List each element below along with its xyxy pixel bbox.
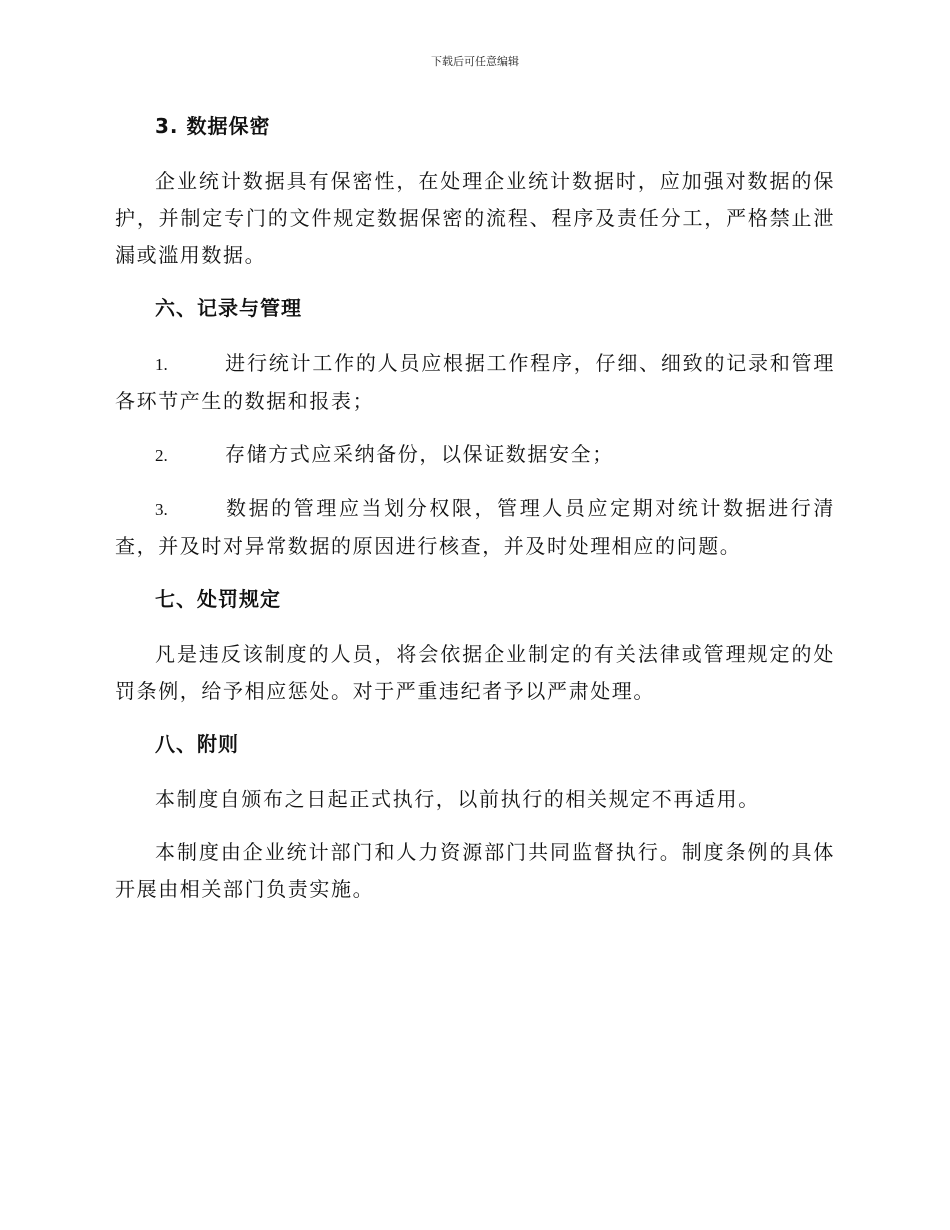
list-item-number: 2. <box>155 446 168 465</box>
paragraph-effective-date: 本制度自颁布之日起正式执行，以前执行的相关规定不再适用。 <box>155 787 760 811</box>
list-item-text: 进行统计工作的人员应根据工作程序，仔细、细致的记录和管理各环节产生的数据和报表； <box>115 351 835 413</box>
list-item <box>115 490 835 565</box>
paragraph-penalties: 凡是违反该制度的人员，将会依据企业制定的有关法律或管理规定的处罚条例，给予相应惩处。对于严重违纪者予以严肃处理。 <box>115 642 835 703</box>
list-item <box>115 345 835 420</box>
list-item-number: 3. <box>155 500 168 519</box>
section-heading-data-confidentiality: 3. 数据保密 <box>155 114 271 138</box>
section-heading-supplementary: 八、附则 <box>155 732 239 756</box>
section-heading-penalties: 七、处罚规定 <box>155 587 281 611</box>
list-item-number: 1. <box>155 355 168 374</box>
list-item-text: 数据的管理应当划分权限，管理人员应定期对统计数据进行清查，并及时对异常数据的原因进行核查，并及时处理相应的问题。 <box>115 496 835 558</box>
document-body <box>115 108 835 924</box>
section-heading-records-management: 六、记录与管理 <box>155 296 302 320</box>
list-item-text: 存储方式应采纳备份，以保证数据安全； <box>225 442 614 466</box>
paragraph-supervision: 本制度由企业统计部门和人力资源部门共同监督执行。制度条例的具体开展由相关部门负责实施。 <box>115 840 835 901</box>
paragraph-data-confidentiality: 企业统计数据具有保密性，在处理企业统计数据时，应加强对数据的保护，并制定专门的文件规定数据保密的流程、程序及责任分工，严格禁止泄漏或滥用数据。 <box>115 169 835 267</box>
page-header: 下载后可任意编辑 <box>431 55 519 68</box>
list-item <box>115 436 835 474</box>
